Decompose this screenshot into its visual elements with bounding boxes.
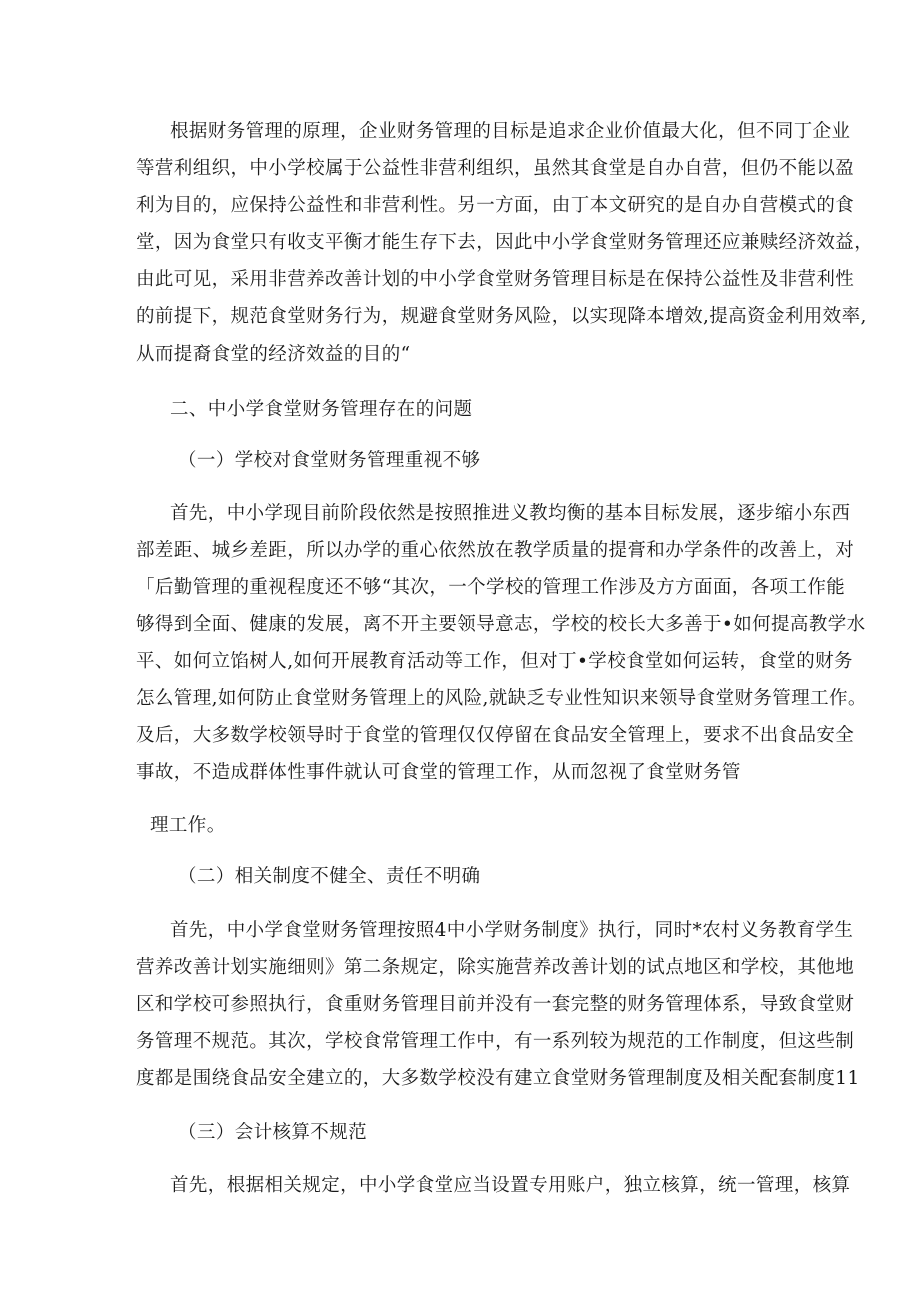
paragraph-3-line-4: 务管理不规范。其次，学校食常管理工作中，有一系列较为规范的工作制度，但这些制	[136, 1031, 855, 1052]
paragraph-2-line-6: 怎么管理,如何防止食堂财务管理上的风险,就缺乏专业性知识来领导食堂财务管理工作。	[136, 688, 867, 709]
subsection-3-heading: （三）会计核算不规范	[178, 1122, 368, 1143]
section-2-heading: 二、中小学食堂财务管理存在的问题	[170, 399, 473, 420]
paragraph-2-line-1: 首先，中小学现目前阶段依然是按照推进义教均衡的基本目标发展，逐步缩小东西	[170, 503, 851, 524]
paragraph-1-line-5: 由此可见，采用非营养改善计划的中小学食堂财务管理目标是在保持公益性及非营利性	[136, 269, 855, 290]
subsection-1-heading: （一）学校对食堂财务管理重视不够	[178, 450, 481, 471]
paragraph-4-line-1: 首先，根据相关规定，中小学食堂应当设置专用账户，独立核算，统一管理，核算	[170, 1175, 851, 1196]
paragraph-2-line-5: 平、如何立馅树人,如何开展教育活动等工作，但对丁•学校食堂如何运转，食堂的财务	[136, 651, 853, 672]
paragraph-3-line-2: 营养改善计划实施细则》第二条规定，除实施营养改善计划的试点地区和学校，其他地	[136, 957, 855, 978]
paragraph-1-line-6: 的前提下，规范食堂财务行为，规避食堂财务风险，以实现降本增效,提高资金利用效率,	[136, 306, 867, 327]
paragraph-2-tail: 理工作。	[150, 815, 226, 836]
subsection-2-heading: （二）相关制度不健全、责任不明确	[178, 866, 481, 887]
paragraph-1-line-4: 堂，因为食堂只有收支平衡才能生存下去，因此中小学食堂财务管理还应兼赎经济效益，	[136, 232, 874, 253]
paragraph-2-line-8: 事故，不造成群体性事件就认可食堂的管理工作，从而忽视了食堂财务管	[136, 762, 741, 783]
paragraph-2-line-7: 及后，大多数学校领导时于食堂的管理仅仅停留在食品安全管理上，要求不出食品安全	[136, 725, 855, 746]
paragraph-1-line-7: 从而提裔食堂的经济效益的目的“	[136, 344, 411, 365]
paragraph-1-line-2: 等营利组织，中小学校属于公益性非营利组织，虽然其食堂是自办自营，但仍不能以盈	[136, 158, 855, 179]
paragraph-2-line-2: 部差距、城乡差距，所以办学的重心依然放在教学质量的提膏和办学条件的改善上，对	[136, 540, 855, 561]
paragraph-2-line-4: 够得到全面、健康的发展，离不开主要领导意志，学校的校长大多善于•如何提高教学水	[136, 614, 866, 635]
paragraph-3-line-3: 区和学校可参照执行，食重财务管理目前并没有一套完整的财务管理体系，导致食堂财	[136, 994, 855, 1015]
paragraph-1-line-3: 利为目的，应保持公益性和非营利性。另一方面，由丁本文研究的是自办自营模式的食	[136, 195, 855, 216]
paragraph-3-line-5: 度都是围绕食品安全建立的，大多数学校没有建立食堂财务管理制度及相关配套制度11	[136, 1068, 860, 1089]
paragraph-1-line-1: 根据财务管理的原理，企业财务管理的目标是追求企业价值最大化，但不同丁企业	[170, 121, 851, 142]
paragraph-2-line-3: 「后勤管理的重视程度还不够“其次，一个学校的管理工作涉及方方面面，各项工作能	[136, 577, 846, 598]
paragraph-3-line-1: 首先，中小学食堂财务管理按照4中小学财务制度》执行，同时*农村义务教育学生	[170, 920, 854, 941]
